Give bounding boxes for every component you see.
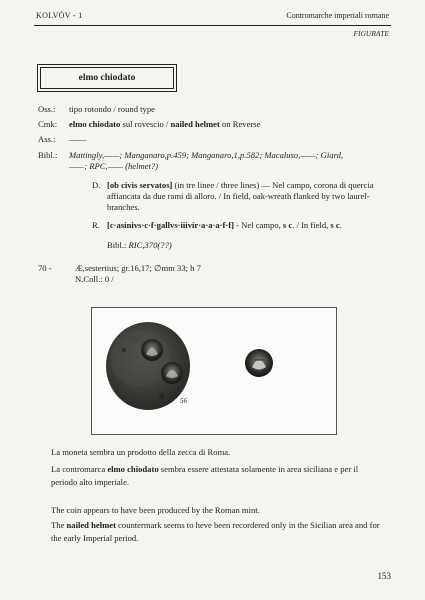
italian-p2-c: sembra essere attestata solamente in area siciliana e per il periodo alto imperiale. <box>51 464 359 487</box>
english-p2-a: The <box>51 520 67 530</box>
countermark-detail-image <box>245 349 273 377</box>
entry-number: 70 - <box>38 263 52 273</box>
reverse-text-c: . <box>339 220 342 230</box>
bibl-line-2: ——; RPC,—— (helmet?) <box>69 161 159 171</box>
bibl-text-1: Mattingly,——; Manganaro,p.459; Manganaro,1,p.582; Macaluso,——; Giard, <box>69 150 344 160</box>
ass-label: Ass.: <box>38 134 56 144</box>
cmk-bold-2: nailed helmet <box>170 119 220 129</box>
bibl2-text: RIC,370(??) <box>128 240 172 250</box>
english-p2-bold: nailed helmet <box>66 520 116 530</box>
bibl2-label: Bibl.: <box>107 240 127 250</box>
oss-line <box>38 104 155 115</box>
bibl-line-1 <box>38 150 343 161</box>
reverse-text-b: . / In field, <box>292 220 331 230</box>
header-rule <box>34 25 391 26</box>
page-number: 153 <box>377 571 391 581</box>
obverse-prefix: D. <box>92 180 101 190</box>
english-paragraph-2 <box>51 519 386 545</box>
oss-text: tipo rotondo / round type <box>69 104 155 114</box>
reverse-description <box>107 220 342 231</box>
obverse-text: (in tre linee / three lines) — Nel campo, corona di quercia affiancata da due rami di alloro. / In field, oak-wreath flanked by two laurel-branches. <box>107 180 374 212</box>
obverse-description <box>107 180 397 213</box>
reverse-sc-1: s c <box>282 220 293 230</box>
bibl2-line <box>107 240 172 251</box>
coin-image <box>106 322 190 410</box>
coin-photo <box>92 308 336 434</box>
italian-paragraph-2 <box>51 463 386 489</box>
section-label: FIGURATE <box>353 29 389 38</box>
coin-photo-frame <box>91 307 337 435</box>
reverse-text-a: - Nel campo, <box>234 220 283 230</box>
oss-label: Oss.: <box>38 104 56 114</box>
reverse-legend: [c·asinivs·c·f·gallvs·iiivir·a·a·a·f·f] <box>107 220 234 230</box>
figure-number: 56 <box>180 397 187 405</box>
entry-line-1: Æ,sestertius; gr.16,17; ∅mm 33; h 7 <box>75 263 201 273</box>
header-left: KOLVÓV - 1 <box>36 11 83 20</box>
english-p2-c: countermark seems to heve been recordered only in the Sicilian area and for the early Imperial period. <box>51 520 380 543</box>
cmk-bold-1: elmo chiodato <box>69 119 121 129</box>
header-right: Contromarche imperiali romane <box>286 11 389 20</box>
cmk-mid: sul rovescio / <box>120 119 171 129</box>
reverse-prefix: R. <box>92 220 100 230</box>
cmk-end: on Reverse <box>219 119 261 129</box>
title-text: elmo chiodato <box>78 73 136 83</box>
entry-line-2: N.Coll.: 0 / <box>75 274 114 284</box>
italian-paragraph-1: La moneta sembra un prodotto della zecca di Roma. <box>51 447 231 457</box>
bibl-label: Bibl.: <box>38 150 58 160</box>
ass-line <box>38 134 86 145</box>
cmk-line <box>38 119 260 130</box>
cmk-label: Cmk: <box>38 119 58 129</box>
obverse-legend: [ob civis servatos] <box>107 180 173 190</box>
ass-text: —— <box>69 134 87 144</box>
title-box <box>40 67 174 89</box>
italian-p2-bold: elmo chiodato <box>107 464 159 474</box>
italian-p2-a: La contromarca <box>51 464 108 474</box>
english-paragraph-1: The coin appears to have been produced by the Roman mint. <box>51 505 260 515</box>
reverse-sc-2: s c <box>330 220 340 230</box>
